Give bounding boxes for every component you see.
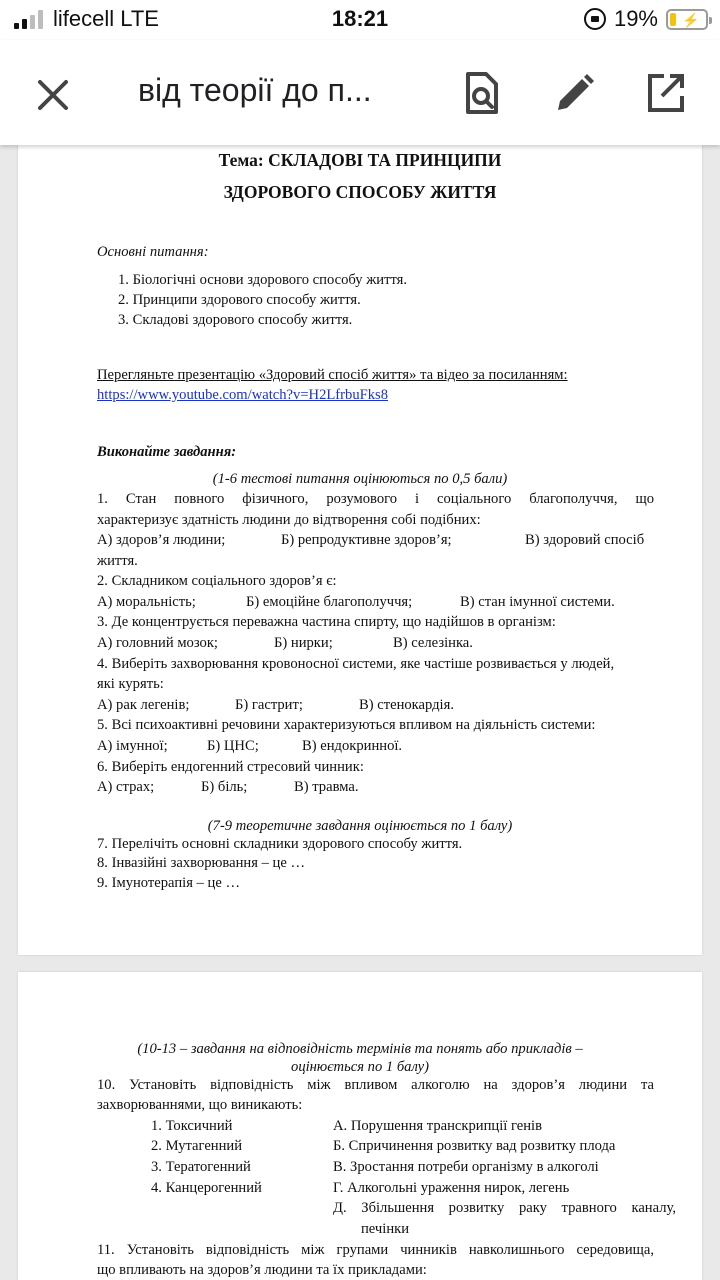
presentation-instruction: Перегляньте презентацію «Здоровий спосіб життя» та відео за посиланням: <box>97 367 568 383</box>
match-right-item: Б. Спричинення розвитку вад розвитку плода <box>333 1138 616 1154</box>
answer-option: В) селезінка. <box>393 635 473 651</box>
answer-option: А) головний мозок; <box>97 635 218 651</box>
question-1-line-2: характеризує здатність людини до відтворення собі подібних: <box>97 512 481 528</box>
question-5: 5. Всі психоактивні речовини характеризуються впливом на діяльність системи: <box>97 717 596 733</box>
answer-option: В) травма. <box>294 779 359 795</box>
question-4-line-2: які курять: <box>97 676 164 692</box>
status-bar <box>0 0 720 40</box>
answer-option: А) рак легенів; <box>97 697 190 713</box>
answer-option: Б) ЦНС; <box>207 738 259 754</box>
question-1-line-1: 1. Стан повного фізичного, розумового і соціального благополуччя, що <box>97 491 654 507</box>
document-page-2 <box>18 972 702 1280</box>
question-10-line-1: 10. Установіть відповідність між впливом алкоголю на здоров’я людини та <box>97 1077 654 1093</box>
edit-pencil-icon <box>552 70 596 116</box>
main-questions-label: Основні питання: <box>97 244 209 260</box>
question-4-line-1: 4. Виберіть захворювання кровоносної системи, яке частіше розвивається у людей, <box>97 656 615 672</box>
question-10-line-2: захворюваннями, що виникають: <box>97 1097 303 1113</box>
open-in-new-button[interactable] <box>644 70 688 116</box>
answer-option: А) моральність; <box>97 594 196 610</box>
match-left-item: 2. Мутагенний <box>151 1138 243 1154</box>
match-left-item: 4. Канцерогенний <box>151 1180 262 1196</box>
answer-option: Б) гастрит; <box>235 697 303 713</box>
match-right-item: Г. Алкогольні ураження нирок, легень <box>333 1180 570 1196</box>
answer-option: В) здоровий спосіб <box>525 532 645 548</box>
question-7: 7. Перелічіть основні складники здорового способу життя. <box>97 836 463 852</box>
clock: 18:21 <box>331 6 389 31</box>
page-title-line-1: Тема: СКЛАДОВІ ТА ПРИНЦИПИ <box>218 150 502 170</box>
answer-option: В) стенокардія. <box>359 697 454 713</box>
section-1-note: (1-6 тестові питання оцінюються по 0,5 бали) <box>212 471 508 487</box>
main-question-item: 3. Складові здорового способу життя. <box>118 312 353 328</box>
tasks-heading: Виконайте завдання: <box>97 444 237 460</box>
section-3-note-line-1: (10-13 – завдання на відповідність термінів та понять або прикладів – <box>137 1041 583 1057</box>
match-right-item: Д. Збільшення розвитку раку травного каналу, <box>333 1200 676 1216</box>
question-11-line-2: що впливають на здоров’я людини та їх прикладами: <box>97 1262 427 1278</box>
document-title: від теорії до п... <box>138 72 372 108</box>
answer-option: В) стан імунної системи. <box>460 594 615 610</box>
edit-button[interactable] <box>552 70 596 116</box>
match-left-item: 3. Тератогенний <box>151 1159 251 1175</box>
main-question-item: 2. Принципи здорового способу життя. <box>118 292 361 308</box>
question-2: 2. Складником соціального здоров’я є: <box>97 573 337 589</box>
match-right-item-continuation: печінки <box>361 1221 410 1237</box>
question-11-line-1: 11. Установіть відповідність між групами чинників навколишнього середовища, <box>97 1242 654 1258</box>
answer-option: Б) репродуктивне здоров’я; <box>281 532 452 548</box>
document-page-1 <box>18 145 702 955</box>
answer-option: В) ендокринної. <box>302 738 403 754</box>
close-icon <box>30 72 76 118</box>
answer-option: Б) нирки; <box>274 635 333 651</box>
find-in-document-icon <box>460 70 504 116</box>
answer-option: А) здоров’я людини; <box>97 532 226 548</box>
close-button[interactable] <box>30 72 76 118</box>
battery-icon: ⚡ <box>666 9 708 30</box>
question-3: 3. Де концентрується переважна частина спирту, що надійшов в організм: <box>97 614 556 630</box>
question-6: 6. Виберіть ендогенний стресовий чинник: <box>97 759 364 775</box>
question-9: 9. Імунотерапія – це … <box>97 875 241 891</box>
answer-option: А) імунної; <box>97 738 168 754</box>
match-right-item: В. Зростання потреби організму в алкоголі <box>333 1159 599 1175</box>
find-in-document-button[interactable] <box>460 70 504 116</box>
answer-option: А) страх; <box>97 779 155 795</box>
page-title-line-2: ЗДОРОВОГО СПОСОБУ ЖИТТЯ <box>223 182 497 202</box>
match-left-item: 1. Токсичний <box>151 1118 233 1134</box>
answer-option-continuation: життя. <box>97 553 138 569</box>
answer-option: Б) емоційне благополуччя; <box>246 594 413 610</box>
answer-option: Б) біль; <box>201 779 248 795</box>
orientation-lock-icon <box>584 8 606 30</box>
main-question-item: 1. Біологічні основи здорового способу життя. <box>118 272 408 288</box>
match-right-item: А. Порушення транскрипції генів <box>333 1118 542 1134</box>
section-2-note: (7-9 теоретичне завдання оцінюється по 1 балу) <box>207 818 513 834</box>
document-toolbar <box>0 40 720 145</box>
section-3-note-line-2: оцінюється по 1 балу) <box>291 1059 429 1075</box>
question-8: 8. Інвазійні захворювання – це … <box>97 855 306 871</box>
video-link[interactable]: https://www.youtube.com/watch?v=H2LfrbuFks8 <box>97 387 389 403</box>
status-right <box>584 6 708 32</box>
carrier-label: lifecell LTE <box>53 6 159 31</box>
battery-percent: 19% <box>613 6 658 31</box>
open-in-new-icon <box>644 70 688 116</box>
